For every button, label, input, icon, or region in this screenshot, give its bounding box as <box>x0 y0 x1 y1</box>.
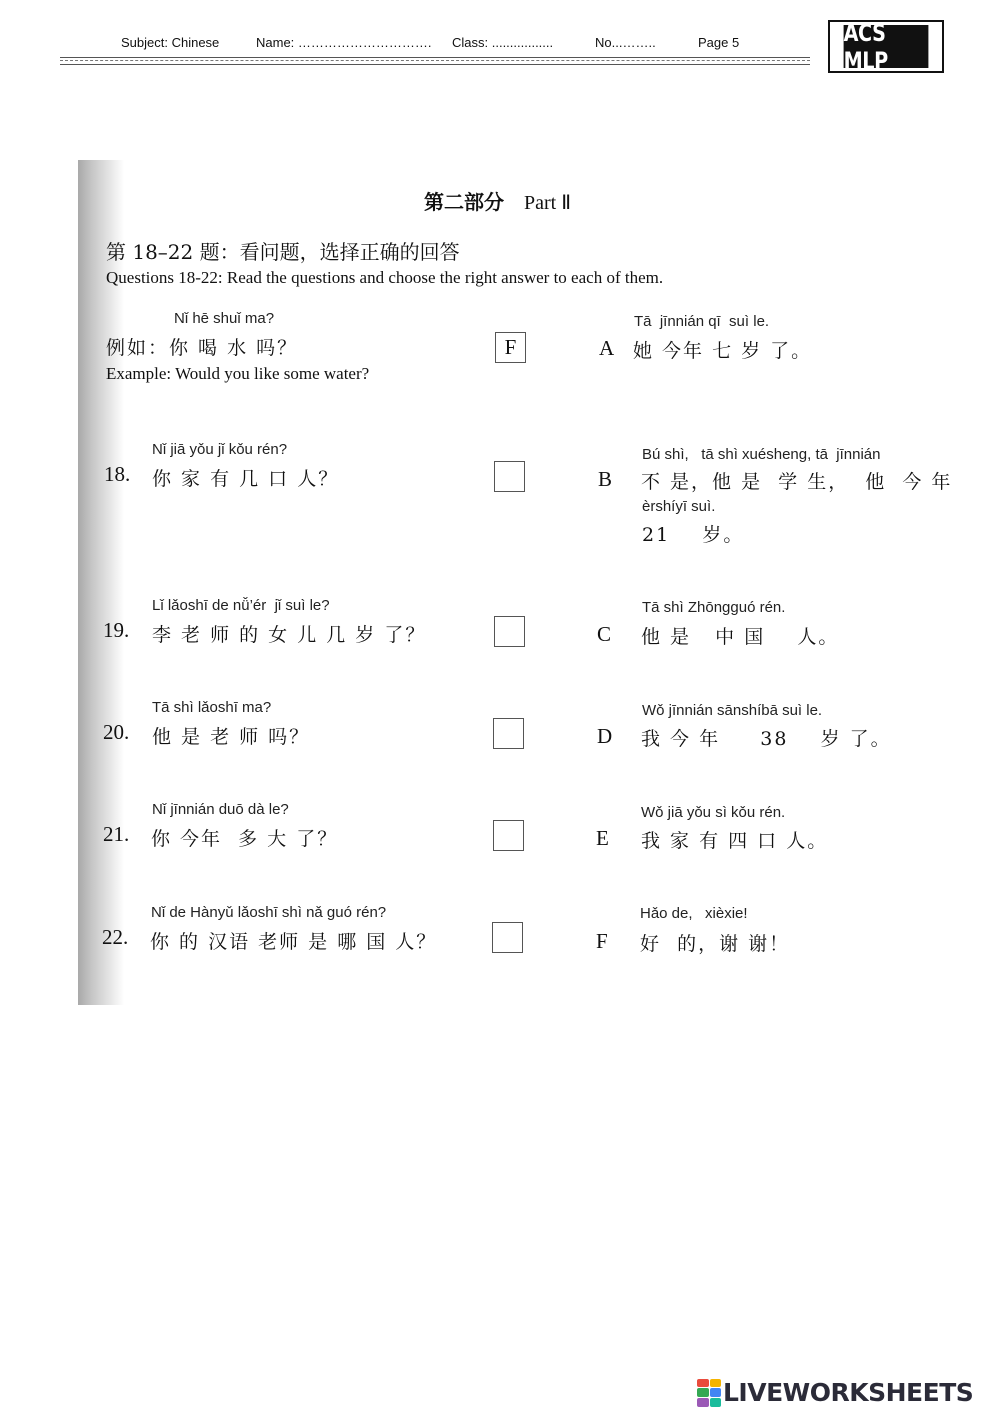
liveworksheets-brand: LIVEWORKSHEETS <box>723 1378 974 1407</box>
question-20-answer-input[interactable] <box>493 718 524 749</box>
answer-f-pinyin: Hǎo de, xièxie! <box>640 905 748 922</box>
answer-f-letter: F <box>596 929 608 953</box>
answer-b-text-2: 21 岁。 <box>642 524 745 546</box>
answer-d-pinyin: Wǒ jīnnián sānshíbā suì le. <box>642 702 823 719</box>
acs-mlp-logo <box>828 20 944 73</box>
question-21-text: 你 今年 多 大 了？ <box>151 828 339 850</box>
header-class-field: Class: ................. <box>452 35 554 50</box>
answer-e-text: 我 家 有 四 口 人。 <box>641 830 829 852</box>
question-22-text: 你 的 汉语 老师 是 哪 国 人？ <box>150 931 438 953</box>
header-divider <box>60 57 810 65</box>
answer-c-letter: C <box>597 622 612 646</box>
question-18-pinyin: Nǐ jiā yǒu jǐ kǒu rén? <box>152 441 288 458</box>
section-title-cn: 第二部分 <box>424 190 504 214</box>
answer-d-letter: D <box>597 724 613 748</box>
section-title-en: Part Ⅱ <box>524 192 572 214</box>
answer-c-text: 他 是 中 国 人。 <box>641 626 840 648</box>
liveworksheets-icon <box>697 1379 721 1407</box>
question-19-number: 19. <box>103 618 130 642</box>
liveworksheets-logo <box>697 1378 973 1407</box>
instruction-chinese: 第 18–22 题：看问题，选择正确的回答 <box>106 240 460 264</box>
answer-c-pinyin: Tā shì Zhōngguó rén. <box>642 599 786 616</box>
answer-d-text: 我 今 年 38 岁 了。 <box>641 728 892 750</box>
question-19-answer-input[interactable] <box>494 616 525 647</box>
question-18-answer-input[interactable] <box>494 461 525 492</box>
question-22-answer-input[interactable] <box>492 922 523 953</box>
example-pinyin: Nǐ hē shuǐ ma? <box>174 310 275 327</box>
question-19-pinyin: Lǐ lǎoshī de nǚ’ér jǐ suì le? <box>152 597 330 614</box>
answer-b-letter: B <box>598 467 613 491</box>
question-18-text: 你 家 有 几 口 人？ <box>152 468 340 490</box>
question-22-pinyin: Nǐ de Hànyǔ lǎoshī shì nǎ guó rén? <box>151 904 387 921</box>
question-20-number: 20. <box>103 720 130 744</box>
answer-b-pinyin: Bú shì, tā shì xuésheng, tā jīnnián <box>642 446 881 463</box>
question-18-number: 18. <box>104 462 131 486</box>
header-number-field: No...…….. <box>595 35 656 50</box>
answer-e-letter: E <box>596 826 609 850</box>
question-22-number: 22. <box>102 925 129 949</box>
answer-a-letter: A <box>599 336 615 360</box>
section-title <box>424 186 571 215</box>
header-subject: Subject: Chinese <box>121 35 220 50</box>
question-21-pinyin: Nǐ jīnnián duō dà le? <box>152 801 289 818</box>
answer-e-pinyin: Wǒ jiā yǒu sì kǒu rén. <box>641 804 786 821</box>
example-english: Example: Would you like some water? <box>106 364 370 383</box>
instruction-english: Questions 18-22: Read the questions and choose the right answer to each of them. <box>106 268 664 287</box>
example-label: 例如： <box>106 337 170 359</box>
question-19-text: 李 老 师 的 女 儿 几 岁 了？ <box>152 624 427 646</box>
header-name-field: Name: …………………………. <box>256 35 432 50</box>
question-20-pinyin: Tā shì lǎoshī ma? <box>152 699 272 716</box>
answer-a-text: 她 今年 七 岁 了。 <box>633 340 813 362</box>
answer-f-text: 好 的，谢 谢！ <box>640 933 791 955</box>
example-question <box>106 333 298 360</box>
example-answer-box: F <box>495 332 526 363</box>
answer-b-pinyin-2: èrshíyī suì. <box>642 498 716 515</box>
question-20-text: 他 是 老 师 吗？ <box>152 726 311 748</box>
example-chinese: 你 喝 水 吗？ <box>169 337 299 359</box>
question-21-number: 21. <box>103 822 130 846</box>
logo-text: ACS MLP <box>844 25 929 68</box>
answer-a-pinyin: Tā jīnnián qī suì le. <box>634 313 770 330</box>
answer-b-text: 不 是，他 是 学 生， 他 今 年 <box>641 471 953 493</box>
question-21-answer-input[interactable] <box>493 820 524 851</box>
header-page-number: Page 5 <box>698 35 740 50</box>
